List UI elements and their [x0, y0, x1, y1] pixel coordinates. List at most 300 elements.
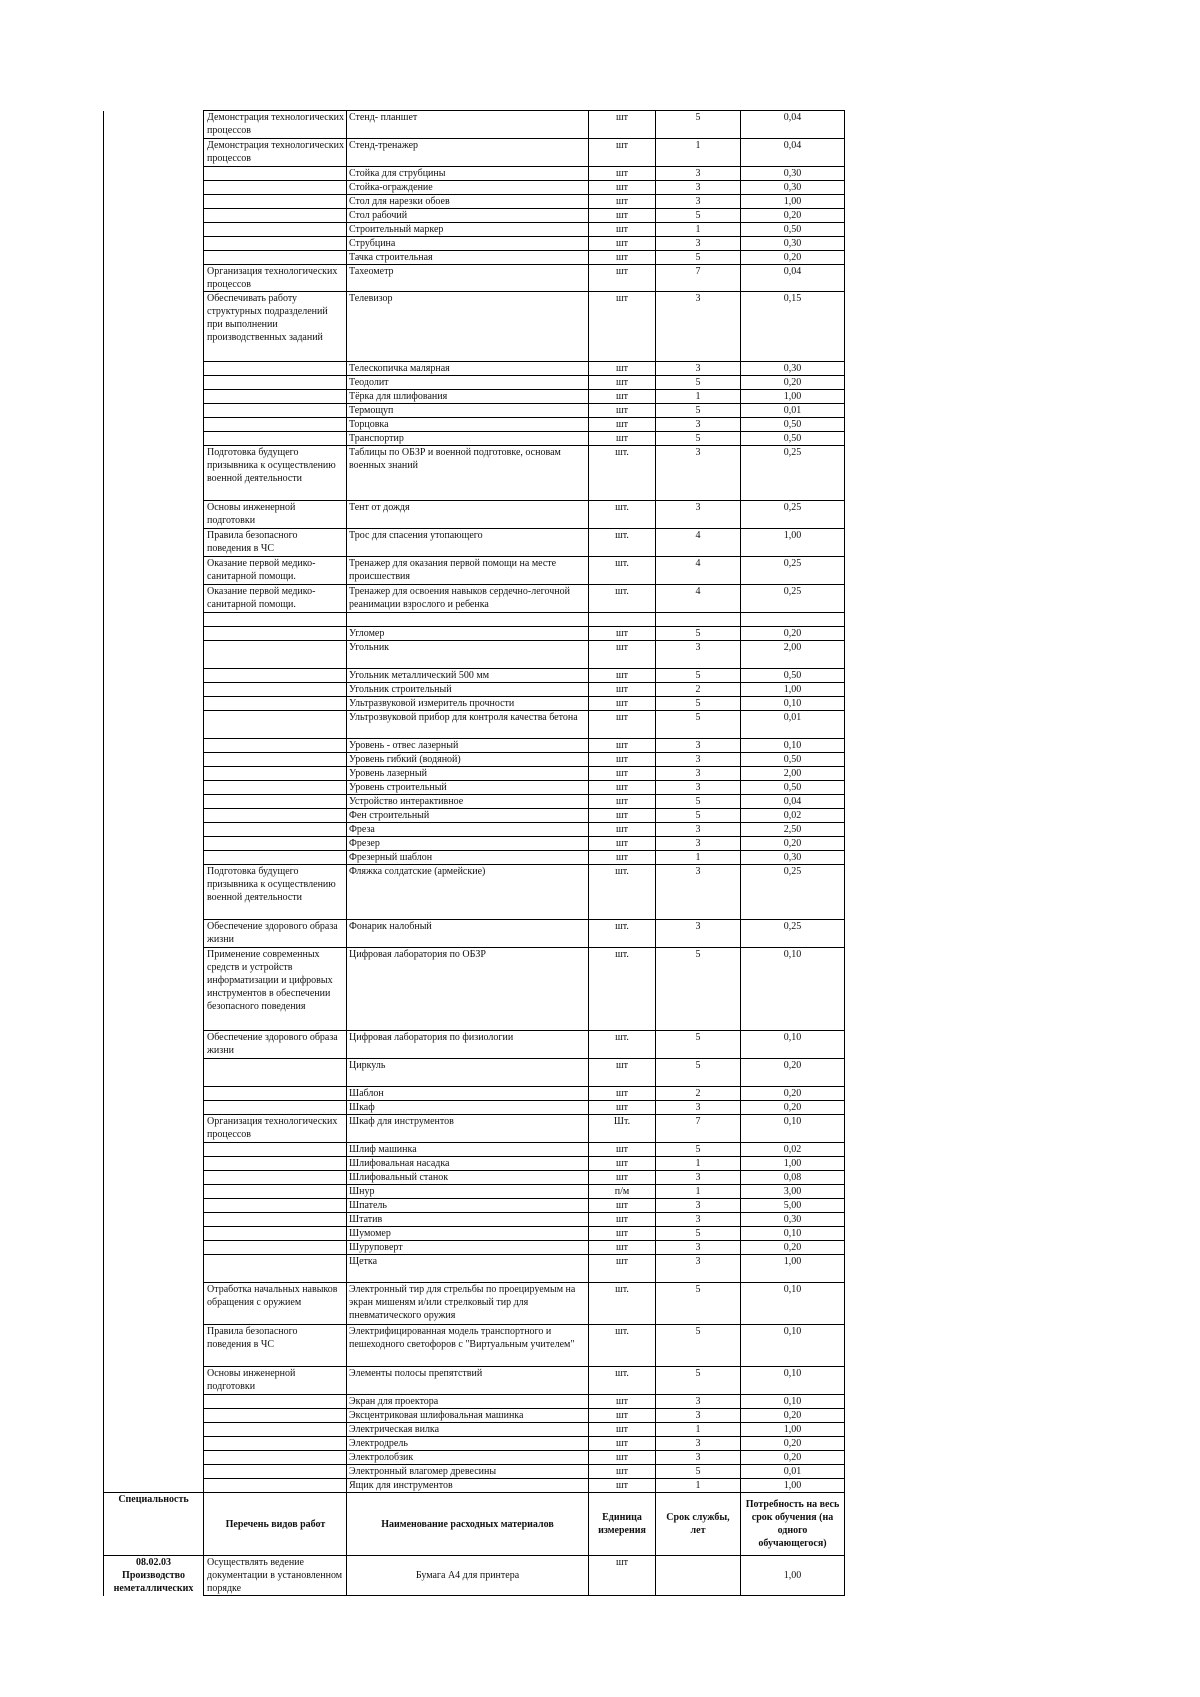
specialty-cell	[104, 837, 204, 851]
material-name-cell: Таблицы по ОБЗР и военной подготовке, основам военных знаний	[347, 446, 589, 501]
table-row	[104, 223, 845, 237]
material-name-cell: Угольник металлический 500 мм	[347, 669, 589, 683]
service-life-cell: 3	[656, 1171, 741, 1185]
table-row	[104, 1437, 845, 1451]
need-cell: 0,20	[741, 1437, 845, 1451]
specialty-cell	[104, 292, 204, 362]
material-name-cell: Стол для нарезки обоев	[347, 195, 589, 209]
table-row	[104, 1465, 845, 1479]
table-row	[104, 1227, 845, 1241]
unit-cell: шт	[589, 418, 656, 432]
service-life-cell: 3	[656, 362, 741, 376]
table-row	[104, 641, 845, 669]
service-life-cell: 1	[656, 851, 741, 865]
specialty-cell	[104, 1157, 204, 1171]
materials-table-body	[104, 111, 845, 1596]
unit-cell: шт	[589, 1451, 656, 1465]
material-name-cell: Электролобзик	[347, 1451, 589, 1465]
unit-cell: шт.	[589, 529, 656, 557]
need-cell: 0,01	[741, 404, 845, 418]
material-name-cell: Шлифовальная насадка	[347, 1157, 589, 1171]
work-type-cell	[204, 613, 347, 627]
need-cell: 0,10	[741, 1395, 845, 1409]
specialty-cell	[104, 1465, 204, 1479]
service-life-cell: 3	[656, 781, 741, 795]
material-name-cell: Элементы полосы препятствий	[347, 1367, 589, 1395]
work-type-cell	[204, 1409, 347, 1423]
unit-cell: шт	[589, 181, 656, 195]
work-type-cell	[204, 1451, 347, 1465]
need-cell: 0,10	[741, 1367, 845, 1395]
unit-cell: шт	[589, 1059, 656, 1087]
material-name-cell: Тачка строительная	[347, 251, 589, 265]
need-cell: 0,25	[741, 865, 845, 920]
unit-cell: шт	[589, 711, 656, 739]
table-row	[104, 1451, 845, 1465]
need-cell: 0,10	[741, 697, 845, 711]
service-life-cell: 5	[656, 1325, 741, 1367]
table-row	[104, 529, 845, 557]
table-row	[104, 1171, 845, 1185]
service-life-cell: 5	[656, 711, 741, 739]
work-type-cell	[204, 753, 347, 767]
work-type-cell	[204, 1395, 347, 1409]
material-name-cell: Щетка	[347, 1255, 589, 1283]
material-name-cell: Телескопичка малярная	[347, 362, 589, 376]
service-life-cell: 3	[656, 292, 741, 362]
unit-cell: шт	[589, 1395, 656, 1409]
unit-cell: шт	[589, 1143, 656, 1157]
service-life-cell: 5	[656, 209, 741, 223]
work-type-cell	[204, 809, 347, 823]
materials-table	[103, 110, 845, 1596]
work-type-cell	[204, 1437, 347, 1451]
table-row	[104, 920, 845, 948]
material-name-cell: Фрезерный шаблон	[347, 851, 589, 865]
material-name-cell: Электродрель	[347, 1437, 589, 1451]
specialty-cell	[104, 865, 204, 920]
need-cell: 0,30	[741, 237, 845, 251]
header-need: Потребность на весь срок обучения (на одного обучающегося)	[741, 1493, 845, 1556]
specialty-cell	[104, 501, 204, 529]
table-row	[104, 418, 845, 432]
specialty-cell	[104, 1213, 204, 1227]
material-name-cell: Тренажер для оказания первой помощи на месте происшествия	[347, 557, 589, 585]
table-row	[104, 1479, 845, 1493]
service-life-cell: 3	[656, 767, 741, 781]
specialty-cell	[104, 641, 204, 669]
service-life-cell: 5	[656, 1283, 741, 1325]
unit-cell: шт.	[589, 1283, 656, 1325]
specialty-cell	[104, 1059, 204, 1087]
specialty-cell	[104, 362, 204, 376]
material-name-cell: Шлиф машинка	[347, 1143, 589, 1157]
service-life-cell: 1	[656, 1479, 741, 1493]
need-cell: 1,00	[741, 683, 845, 697]
table-row	[104, 683, 845, 697]
table-row	[104, 1031, 845, 1059]
need-cell: 0,10	[741, 1325, 845, 1367]
unit-cell: шт	[589, 265, 656, 292]
work-type-cell	[204, 1087, 347, 1101]
need-cell: 0,20	[741, 1241, 845, 1255]
work-type-cell	[204, 1465, 347, 1479]
material-name-cell: Угольник	[347, 641, 589, 669]
unit-cell: шт	[589, 209, 656, 223]
specialty-cell	[104, 1423, 204, 1437]
specialty-life	[656, 1556, 741, 1596]
material-name-cell: Ультрозвуковой прибор для контроля качества бетона	[347, 711, 589, 739]
service-life-cell: 1	[656, 1185, 741, 1199]
specialty-cell	[104, 1199, 204, 1213]
need-cell: 3,00	[741, 1185, 845, 1199]
table-row	[104, 669, 845, 683]
material-name-cell: Тренажер для освоения навыков сердечно-легочной реанимации взрослого и ребенка	[347, 585, 589, 613]
unit-cell: шт	[589, 1171, 656, 1185]
service-life-cell: 3	[656, 501, 741, 529]
work-type-cell	[204, 1213, 347, 1227]
unit-cell: шт	[589, 739, 656, 753]
table-row	[104, 557, 845, 585]
service-life-cell: 3	[656, 1101, 741, 1115]
need-cell: 0,25	[741, 557, 845, 585]
material-name-cell	[347, 613, 589, 627]
service-life-cell: 5	[656, 1367, 741, 1395]
unit-cell: шт	[589, 1409, 656, 1423]
work-type-cell	[204, 1479, 347, 1493]
work-type-cell	[204, 795, 347, 809]
unit-cell: шт.	[589, 948, 656, 1031]
table-row	[104, 139, 845, 167]
need-cell: 0,02	[741, 809, 845, 823]
need-cell: 0,50	[741, 753, 845, 767]
table-row	[104, 111, 845, 139]
service-life-cell: 5	[656, 376, 741, 390]
unit-cell: шт.	[589, 1031, 656, 1059]
specialty-cell	[104, 1325, 204, 1367]
work-type-cell	[204, 837, 347, 851]
table-row	[104, 585, 845, 613]
work-type-cell: Оказание первой медико-санитарной помощи.	[204, 585, 347, 613]
specialty-cell	[104, 181, 204, 195]
work-type-cell	[204, 1171, 347, 1185]
table-row	[104, 362, 845, 376]
service-life-cell: 3	[656, 237, 741, 251]
specialty-cell	[104, 585, 204, 613]
work-type-cell: Правила безопасного поведения в ЧС	[204, 1325, 347, 1367]
need-cell: 0,20	[741, 1101, 845, 1115]
table-row	[104, 292, 845, 362]
unit-cell: шт	[589, 1423, 656, 1437]
table-row	[104, 767, 845, 781]
need-cell: 0,04	[741, 139, 845, 167]
work-type-cell	[204, 209, 347, 223]
specialty-cell	[104, 1087, 204, 1101]
material-name-cell: Стенд-тренажер	[347, 139, 589, 167]
header-row	[104, 1493, 845, 1556]
specialty-work: Осуществлять ведение документации в установленном порядке	[204, 1556, 347, 1596]
material-name-cell: Фрезер	[347, 837, 589, 851]
table-row	[104, 753, 845, 767]
service-life-cell: 4	[656, 557, 741, 585]
material-name-cell: Фреза	[347, 823, 589, 837]
material-name-cell: Угольник строительный	[347, 683, 589, 697]
unit-cell: шт	[589, 669, 656, 683]
specialty-cell	[104, 1171, 204, 1185]
material-name-cell: Шумомер	[347, 1227, 589, 1241]
need-cell: 0,20	[741, 837, 845, 851]
need-cell: 0,01	[741, 1465, 845, 1479]
material-name-cell: Угломер	[347, 627, 589, 641]
specialty-need: 1,00	[741, 1556, 845, 1596]
material-name-cell: Стенд- планшет	[347, 111, 589, 139]
work-type-cell: Подготовка будущего призывника к осуществлению военной деятельности	[204, 446, 347, 501]
specialty-cell	[104, 1409, 204, 1423]
header-specialty: Специальность	[104, 1493, 204, 1556]
unit-cell: шт	[589, 1101, 656, 1115]
specialty-cell	[104, 948, 204, 1031]
need-cell: 1,00	[741, 1255, 845, 1283]
need-cell: 2,00	[741, 767, 845, 781]
unit-cell: шт	[589, 753, 656, 767]
need-cell: 0,10	[741, 1227, 845, 1241]
need-cell: 0,50	[741, 432, 845, 446]
specialty-cell	[104, 739, 204, 753]
service-life-cell: 3	[656, 739, 741, 753]
material-name-cell: Фонарик налобный	[347, 920, 589, 948]
specialty-cell	[104, 265, 204, 292]
work-type-cell	[204, 432, 347, 446]
service-life-cell: 3	[656, 1255, 741, 1283]
table-row	[104, 865, 845, 920]
specialty-cell	[104, 529, 204, 557]
need-cell: 0,50	[741, 223, 845, 237]
need-cell: 0,50	[741, 418, 845, 432]
table-row	[104, 1283, 845, 1325]
material-name-cell: Строительный маркер	[347, 223, 589, 237]
work-type-cell	[204, 1423, 347, 1437]
specialty-code: 08.02.03 Производство неметаллических	[104, 1556, 204, 1596]
need-cell: 0,10	[741, 1283, 845, 1325]
service-life-cell: 5	[656, 697, 741, 711]
work-type-cell	[204, 1199, 347, 1213]
work-type-cell: Отработка начальных навыков обращения с оружием	[204, 1283, 347, 1325]
service-life-cell: 3	[656, 181, 741, 195]
material-name-cell: Цифровая лаборатория по физиологии	[347, 1031, 589, 1059]
service-life-cell: 5	[656, 1031, 741, 1059]
need-cell: 0,20	[741, 209, 845, 223]
work-type-cell	[204, 167, 347, 181]
unit-cell: шт	[589, 195, 656, 209]
unit-cell: шт	[589, 167, 656, 181]
need-cell: 0,50	[741, 669, 845, 683]
specialty-cell	[104, 223, 204, 237]
work-type-cell	[204, 181, 347, 195]
work-type-cell	[204, 1227, 347, 1241]
table-row	[104, 376, 845, 390]
service-life-cell: 3	[656, 1451, 741, 1465]
need-cell: 0,25	[741, 920, 845, 948]
unit-cell: шт	[589, 823, 656, 837]
work-type-cell	[204, 1101, 347, 1115]
specialty-cell	[104, 1115, 204, 1143]
need-cell: 0,15	[741, 292, 845, 362]
unit-cell: шт	[589, 1213, 656, 1227]
work-type-cell	[204, 823, 347, 837]
table-row	[104, 1115, 845, 1143]
service-life-cell: 3	[656, 1395, 741, 1409]
material-name-cell: Фен строительный	[347, 809, 589, 823]
unit-cell: шт.	[589, 920, 656, 948]
unit-cell: шт	[589, 795, 656, 809]
need-cell: 0,01	[741, 711, 845, 739]
table-row	[104, 237, 845, 251]
material-name-cell: Уровень лазерный	[347, 767, 589, 781]
table-row	[104, 209, 845, 223]
work-type-cell: Применение современных средств и устройств информатизации и цифровых инструментов в обеспечении безопасного поведения	[204, 948, 347, 1031]
service-life-cell: 5	[656, 1143, 741, 1157]
material-name-cell: Шнур	[347, 1185, 589, 1199]
service-life-cell: 3	[656, 418, 741, 432]
need-cell: 1,00	[741, 529, 845, 557]
need-cell: 0,04	[741, 265, 845, 292]
specialty-cell	[104, 557, 204, 585]
material-name-cell: Тент от дождя	[347, 501, 589, 529]
service-life-cell: 4	[656, 585, 741, 613]
need-cell: 0,20	[741, 1087, 845, 1101]
unit-cell: шт	[589, 111, 656, 139]
work-type-cell	[204, 1059, 347, 1087]
service-life-cell: 5	[656, 795, 741, 809]
service-life-cell: 5	[656, 669, 741, 683]
specialty-cell	[104, 753, 204, 767]
specialty-row	[104, 1556, 845, 1596]
need-cell: 0,25	[741, 501, 845, 529]
work-type-cell	[204, 390, 347, 404]
material-name-cell: Электронный влагомер древесины	[347, 1465, 589, 1479]
specialty-cell	[104, 237, 204, 251]
specialty-cell	[104, 1185, 204, 1199]
service-life-cell: 7	[656, 1115, 741, 1143]
unit-cell: шт	[589, 292, 656, 362]
need-cell: 2,50	[741, 823, 845, 837]
specialty-cell	[104, 1101, 204, 1115]
specialty-cell	[104, 195, 204, 209]
table-row	[104, 1059, 845, 1087]
service-life-cell: 3	[656, 1213, 741, 1227]
service-life-cell: 3	[656, 641, 741, 669]
work-type-cell	[204, 627, 347, 641]
service-life-cell: 3	[656, 167, 741, 181]
work-type-cell: Обеспечивать работу структурных подразделений при выполнении производственных заданий	[204, 292, 347, 362]
service-life-cell: 1	[656, 139, 741, 167]
need-cell: 0,50	[741, 781, 845, 795]
table-row	[104, 851, 845, 865]
specialty-cell	[104, 209, 204, 223]
specialty-cell	[104, 251, 204, 265]
material-name-cell: Теодолит	[347, 376, 589, 390]
material-name-cell: Устройство интерактивное	[347, 795, 589, 809]
unit-cell: шт	[589, 1157, 656, 1171]
table-row	[104, 1185, 845, 1199]
service-life-cell: 3	[656, 865, 741, 920]
material-name-cell: Эксцентриковая шлифовальная машинка	[347, 1409, 589, 1423]
material-name-cell: Шпатель	[347, 1199, 589, 1213]
service-life-cell: 5	[656, 1227, 741, 1241]
unit-cell: шт	[589, 627, 656, 641]
table-row	[104, 1395, 845, 1409]
material-name-cell: Ультразвуковой измеритель прочности	[347, 697, 589, 711]
table-row	[104, 1325, 845, 1367]
table-row	[104, 1157, 845, 1171]
service-life-cell: 3	[656, 1199, 741, 1213]
work-type-cell: Основы инженерной подготовки	[204, 501, 347, 529]
specialty-cell	[104, 851, 204, 865]
need-cell: 0,20	[741, 1409, 845, 1423]
need-cell: 0,04	[741, 111, 845, 139]
need-cell: 0,04	[741, 795, 845, 809]
need-cell: 0,20	[741, 1451, 845, 1465]
table-row	[104, 446, 845, 501]
unit-cell: шт.	[589, 1367, 656, 1395]
specialty-cell	[104, 669, 204, 683]
work-type-cell	[204, 1143, 347, 1157]
unit-cell: шт	[589, 223, 656, 237]
work-type-cell	[204, 641, 347, 669]
header-work-types: Перечень видов работ	[204, 1493, 347, 1556]
work-type-cell	[204, 683, 347, 697]
specialty-cell	[104, 139, 204, 167]
work-type-cell	[204, 1241, 347, 1255]
need-cell: 1,00	[741, 1479, 845, 1493]
need-cell: 0,10	[741, 739, 845, 753]
service-life-cell: 1	[656, 1423, 741, 1437]
service-life-cell: 5	[656, 1465, 741, 1479]
unit-cell: шт	[589, 362, 656, 376]
material-name-cell: Ящик для инструментов	[347, 1479, 589, 1493]
material-name-cell: Термощуп	[347, 404, 589, 418]
specialty-cell	[104, 627, 204, 641]
table-row	[104, 195, 845, 209]
need-cell: 0,30	[741, 362, 845, 376]
specialty-cell	[104, 404, 204, 418]
specialty-cell	[104, 781, 204, 795]
material-name-cell: Шлифовальный станок	[347, 1171, 589, 1185]
unit-cell: шт.	[589, 557, 656, 585]
specialty-cell	[104, 418, 204, 432]
work-type-cell	[204, 251, 347, 265]
work-type-cell	[204, 404, 347, 418]
table-row	[104, 1409, 845, 1423]
material-name-cell: Уровень строительный	[347, 781, 589, 795]
unit-cell: шт	[589, 697, 656, 711]
specialty-cell	[104, 376, 204, 390]
service-life-cell: 5	[656, 1059, 741, 1087]
specialty-cell	[104, 809, 204, 823]
work-type-cell: Подготовка будущего призывника к осуществлению военной деятельности	[204, 865, 347, 920]
material-name-cell: Циркуль	[347, 1059, 589, 1087]
table-row	[104, 251, 845, 265]
need-cell: 0,20	[741, 251, 845, 265]
work-type-cell: Обеспечение здорового образа жизни	[204, 1031, 347, 1059]
service-life-cell: 5	[656, 627, 741, 641]
work-type-cell: Оказание первой медико-санитарной помощи.	[204, 557, 347, 585]
table-row	[104, 390, 845, 404]
table-row	[104, 1213, 845, 1227]
unit-cell: шт	[589, 781, 656, 795]
unit-cell: шт	[589, 432, 656, 446]
material-name-cell: Электрифицированная модель транспортного и пешеходного светофоров с "Виртуальным учителем"	[347, 1325, 589, 1367]
